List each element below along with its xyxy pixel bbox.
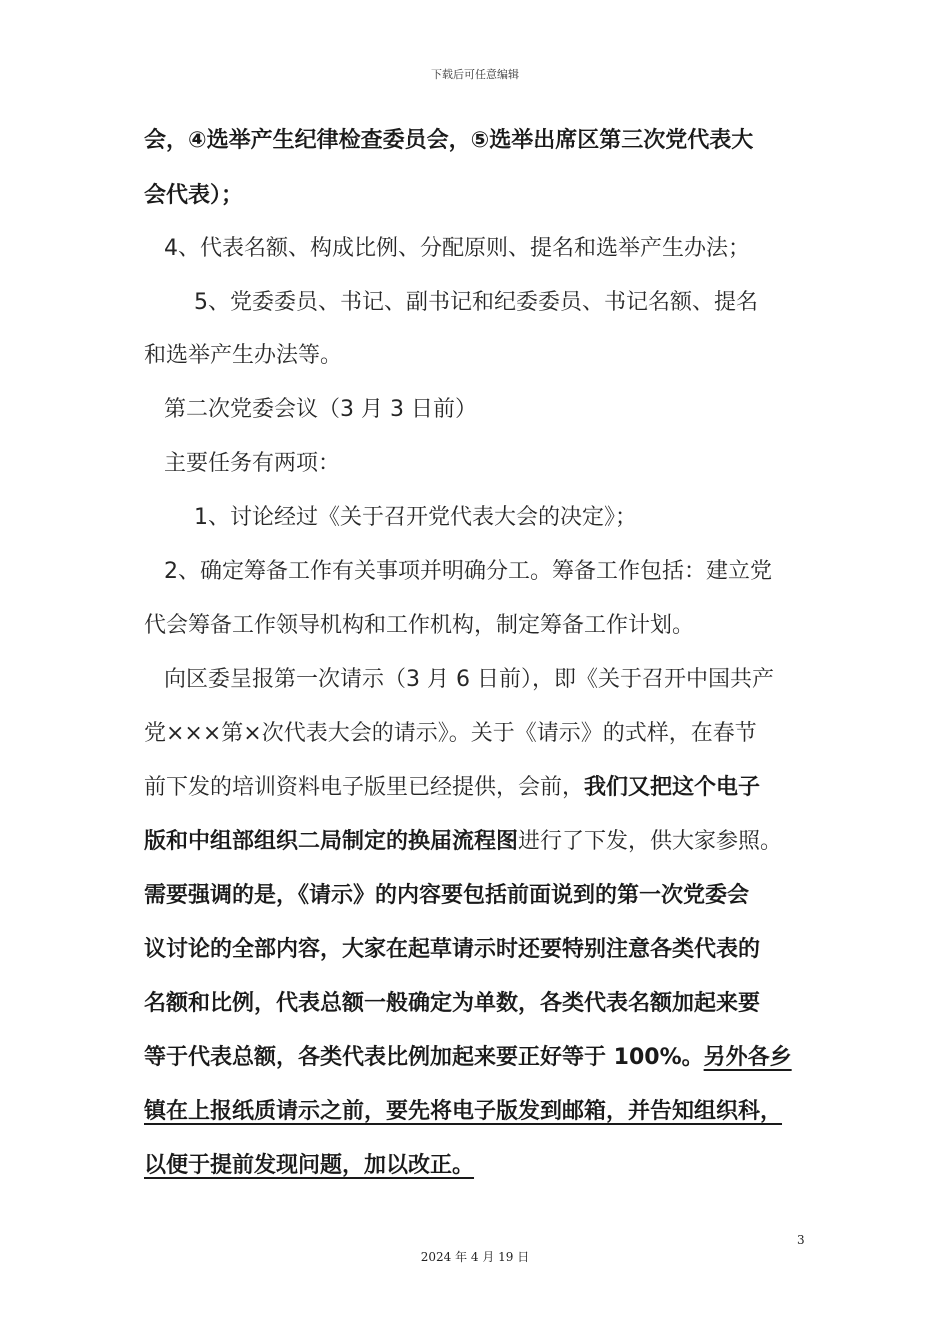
section-heading: 第二次党委会议（3 月 3 日前）	[164, 397, 477, 422]
underlined-text-line: 以便于提前发现问题，加以改正。	[144, 1153, 475, 1178]
underlined-text-line: 镇在上报纸质请示之前，要先将电子版发到邮箱，并告知组织科，	[144, 1099, 783, 1124]
text-line: 前下发的培训资料电子版里已经提供，会前，我们又把这个电子	[144, 775, 761, 800]
page-number: 3	[797, 1233, 805, 1247]
text-line: 需要强调的是，《请示》的内容要包括前面说到的第一次党委会	[144, 883, 750, 908]
text-line: 1、讨论经过《关于召开党代表大会的决定》；	[194, 505, 637, 530]
text-line: 向区委呈报第一次请示（3 月 6 日前），即《关于召开中国共产	[164, 667, 774, 692]
text-line: 5、党委委员、书记、副书记和纪委委员、书记名额、提名	[194, 290, 758, 315]
text-line: 议讨论的全部内容，大家在起草请示时还要特别注意各类代表的	[144, 937, 761, 962]
text-line: 代会筹备工作领导机构和工作机构，制定筹备工作计划。	[144, 613, 695, 638]
footer-date: 2024 年 4 月 19 日	[420, 1250, 530, 1264]
text-line: 名额和比例，代表总额一般确定为单数，各类代表名额加起来要	[144, 991, 761, 1016]
text-line: 4、代表名额、构成比例、分配原则、提名和选举产生办法；	[164, 236, 750, 261]
page-header: 下载后可任意编辑	[431, 68, 519, 81]
text-line: 党×××第×次代表大会的请示》。关于《请示》的式样，在春节	[144, 721, 757, 746]
text-line: 等于代表总额，各类代表比例加起来要正好等于 100%。另外各乡	[144, 1045, 792, 1070]
text-line: 会代表）；	[144, 183, 244, 208]
text-line: 会，④选举产生纪律检查委员会，⑤选举出席区第三次党代表大	[144, 128, 754, 153]
text-line: 和选举产生办法等。	[144, 343, 343, 368]
text-line: 版和中组部组织二局制定的换届流程图进行了下发，供大家参照。	[144, 829, 783, 854]
text-line: 2、确定筹备工作有关事项并明确分工。筹备工作包括：建立党	[164, 559, 772, 584]
text-line: 主要任务有两项：	[164, 451, 341, 476]
